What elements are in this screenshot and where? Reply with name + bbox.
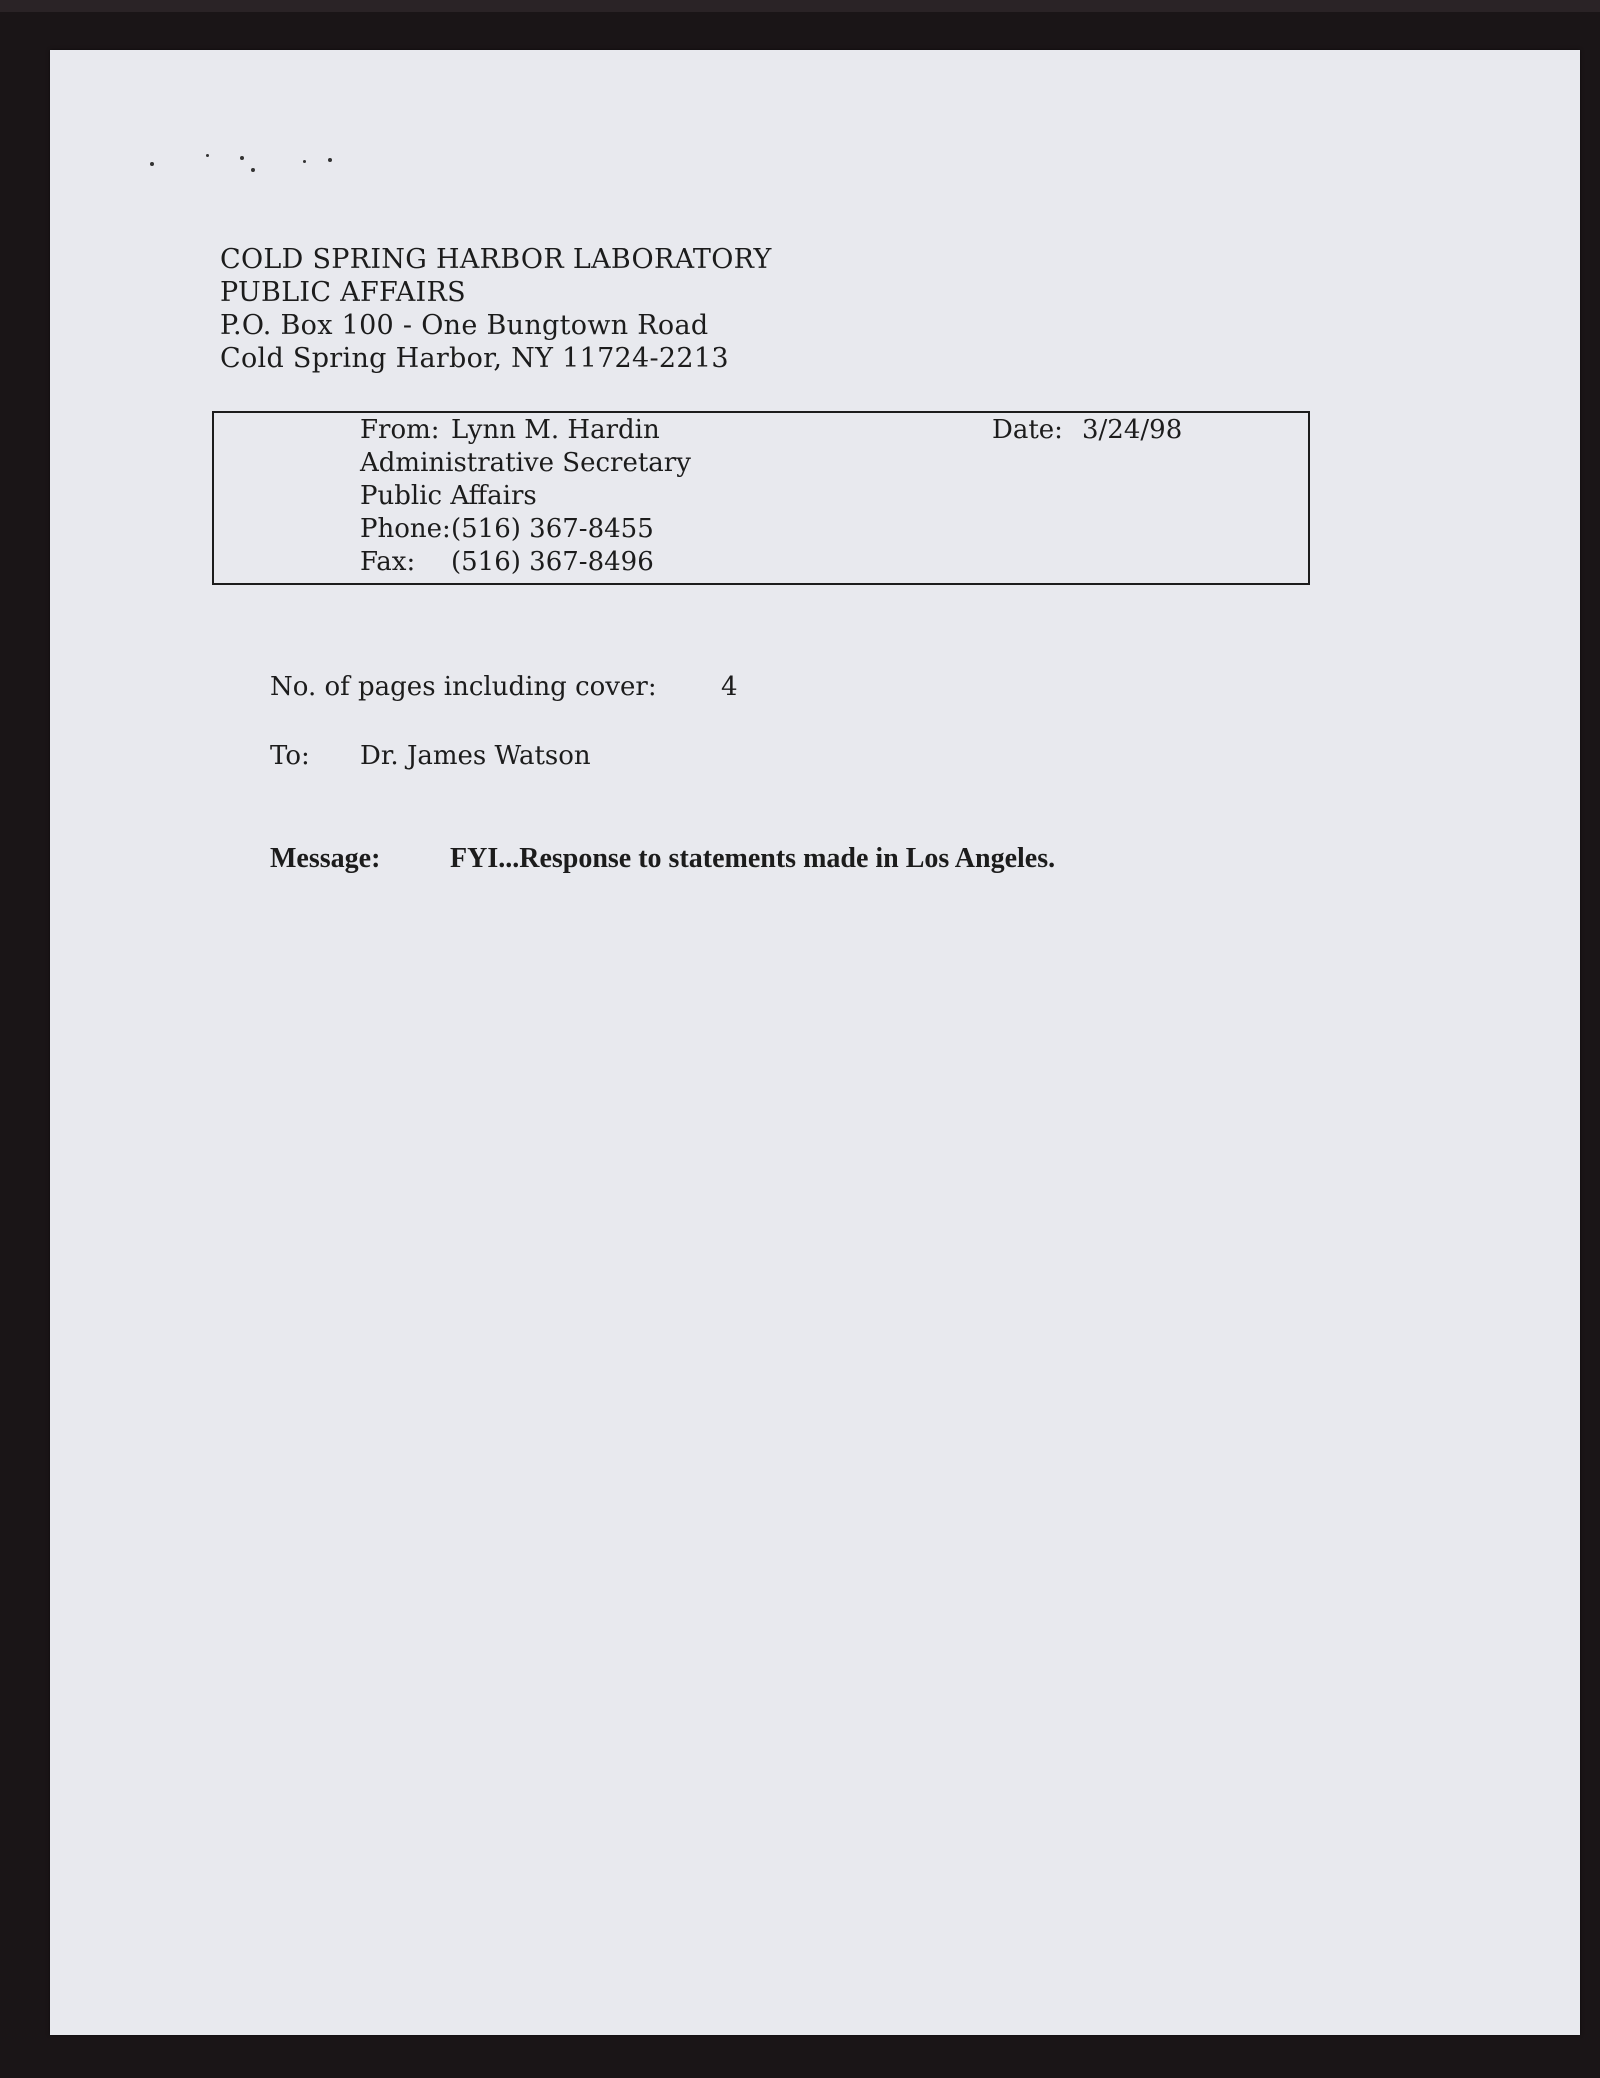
date-field bbox=[992, 414, 1182, 447]
recipient-name: Dr. James Watson bbox=[360, 741, 591, 771]
page-count-label: No. of pages including cover: bbox=[270, 672, 657, 702]
letterhead bbox=[220, 243, 772, 375]
fax-number: (516) 367-8496 bbox=[451, 547, 654, 577]
from-label: From: bbox=[360, 415, 440, 445]
speck bbox=[240, 156, 244, 160]
speck bbox=[150, 162, 154, 166]
department-name: PUBLIC AFFAIRS bbox=[220, 277, 466, 308]
phone-number: (516) 367-8455 bbox=[451, 514, 654, 544]
speck bbox=[303, 160, 306, 163]
message-text: FYI...Response to statements made in Los Angeles. bbox=[450, 843, 1056, 874]
speck bbox=[206, 154, 209, 157]
sender-details bbox=[360, 414, 691, 579]
phone-label: Phone: bbox=[360, 514, 451, 544]
street-address: P.O. Box 100 - One Bungtown Road bbox=[220, 310, 709, 341]
sender-department: Public Affairs bbox=[360, 481, 537, 511]
sender-name: Lynn M. Hardin bbox=[451, 415, 660, 445]
fax-label: Fax: bbox=[360, 547, 416, 577]
message-label: Message: bbox=[270, 843, 381, 874]
speck bbox=[251, 168, 255, 172]
date-label: Date: bbox=[992, 415, 1063, 445]
scan-specks bbox=[150, 150, 350, 180]
date-value: 3/24/98 bbox=[1082, 415, 1183, 445]
speck bbox=[328, 158, 332, 162]
recipient-label: To: bbox=[270, 741, 310, 771]
scan-background-strip bbox=[0, 0, 1600, 12]
page-count-value: 4 bbox=[721, 672, 738, 702]
organization-name: COLD SPRING HARBOR LABORATORY bbox=[220, 244, 772, 275]
city-state-zip: Cold Spring Harbor, NY 11724-2213 bbox=[220, 343, 729, 374]
sender-title: Administrative Secretary bbox=[360, 448, 691, 478]
